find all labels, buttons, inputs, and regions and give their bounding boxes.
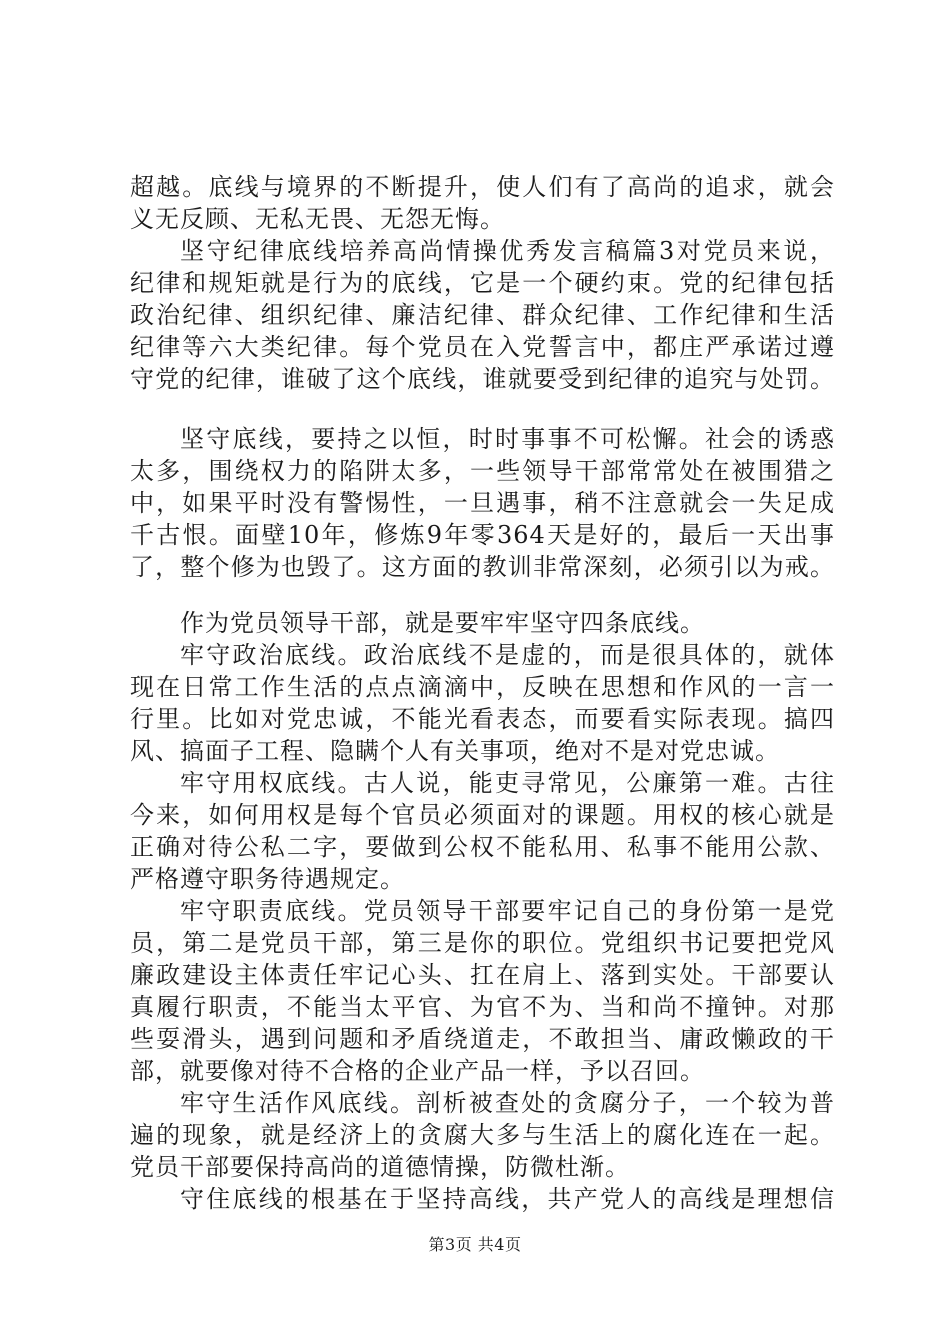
paragraph-gap xyxy=(130,395,835,423)
text-line: 牢守生活作风底线。剖析被查处的贪腐分子，一个较为普 xyxy=(180,1089,835,1117)
text-line: 守住底线的根基在于坚持高线，共产党人的高线是理想信 xyxy=(180,1185,835,1213)
text-line: 坚守纪律底线培养高尚情操优秀发言稿篇3对党员来说， xyxy=(180,237,835,265)
text-line: 风、搞面子工程、隐瞒个人有关事项，绝对不是对党忠诚。 xyxy=(130,737,780,765)
text-line: 守党的纪律，谁破了这个底线，谁就要受到纪律的追究与处罚。 xyxy=(130,365,835,393)
text-line: 现在日常工作生活的点点滴滴中，反映在思想和作风的一言一 xyxy=(130,673,835,701)
text-line: 牢守职责底线。党员领导干部要牢记自己的身份第一是党 xyxy=(180,897,835,925)
text-line: 真履行职责，不能当太平官、为官不为、当和尚不撞钟。对那 xyxy=(130,993,835,1021)
text-line: 纪律等六大类纪律。每个党员在入党誓言中，都庄严承诺过遵 xyxy=(130,333,835,361)
text-line: 了，整个修为也毁了。这方面的教训非常深刻，必须引以为戒。 xyxy=(130,553,835,581)
text-line: 正确对待公私二字，要做到公权不能私用、私事不能用公款、 xyxy=(130,833,835,861)
text-line: 千古恨。面壁10年，修炼9年零364天是好的，最后一天出事 xyxy=(130,521,835,549)
text-line: 政治纪律、组织纪律、廉洁纪律、群众纪律、工作纪律和生活 xyxy=(130,301,835,329)
text-line: 廉政建设主体责任牢记心头、扛在肩上、落到实处。干部要认 xyxy=(130,961,835,989)
text-line: 坚守底线，要持之以恒，时时事事不可松懈。社会的诱惑 xyxy=(180,425,835,453)
text-line: 牢守用权底线。古人说，能吏寻常见，公廉第一难。古往 xyxy=(180,769,835,797)
text-line: 纪律和规矩就是行为的底线，它是一个硬约束。党的纪律包括 xyxy=(130,269,835,297)
text-line: 部，就要像对待不合格的企业产品一样，予以召回。 xyxy=(130,1057,705,1085)
text-line: 作为党员领导干部，就是要牢牢坚守四条底线。 xyxy=(180,609,705,637)
text-line: 些耍滑头，遇到问题和矛盾绕道走，不敢担当、庸政懒政的干 xyxy=(130,1025,835,1053)
text-line: 员，第二是党员干部，第三是你的职位。党组织书记要把党风 xyxy=(130,929,835,957)
text-line: 严格遵守职务待遇规定。 xyxy=(130,865,405,893)
page-footer xyxy=(0,1232,950,1255)
text-line: 遍的现象，就是经济上的贪腐大多与生活上的腐化连在一起。 xyxy=(130,1121,835,1149)
text-line: 党员干部要保持高尚的道德情操，防微杜渐。 xyxy=(130,1153,630,1181)
document-body xyxy=(130,171,835,1215)
text-line: 牢守政治底线。政治底线不是虚的，而是很具体的，就体 xyxy=(180,641,835,669)
text-line: 超越。底线与境界的不断提升，使人们有了高尚的追求，就会 xyxy=(130,173,835,201)
text-line: 今来，如何用权是每个官员必须面对的课题。用权的核心就是 xyxy=(130,801,835,829)
text-line: 行里。比如对党忠诚，不能光看表态，而要看实际表现。搞四 xyxy=(130,705,835,733)
paragraph-gap xyxy=(130,583,835,607)
text-line: 中，如果平时没有警惕性，一旦遇事，稍不注意就会一失足成 xyxy=(130,489,835,517)
text-line: 太多，围绕权力的陷阱太多，一些领导干部常常处在被围猎之 xyxy=(130,457,835,485)
page-number-label: 第3页 共4页 xyxy=(428,1235,522,1254)
text-line: 义无反顾、无私无畏、无怨无悔。 xyxy=(130,205,505,233)
